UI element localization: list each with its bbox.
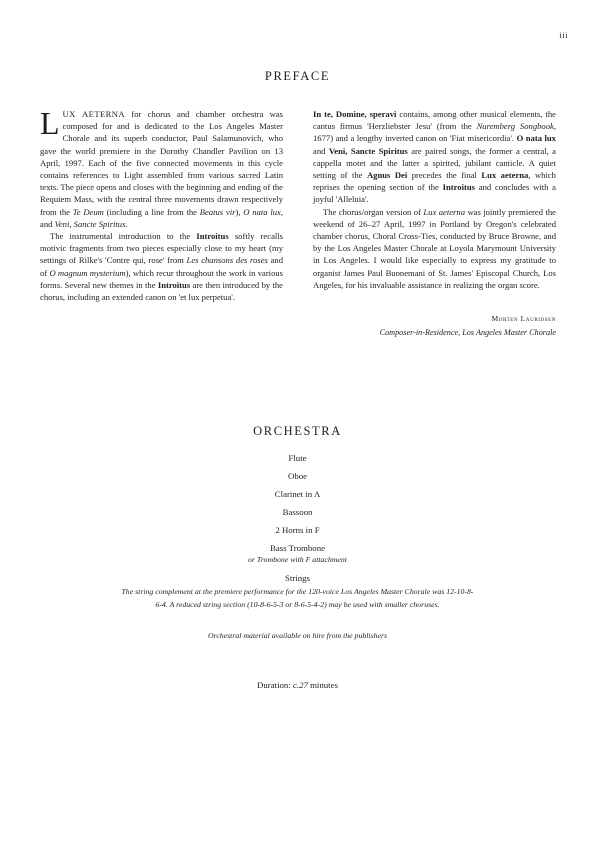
preface-paragraph-2 xyxy=(40,230,283,303)
italic-title: Nuremberg Songbook xyxy=(476,121,554,132)
preface-column-left xyxy=(40,105,284,303)
movement-title: O nata lux xyxy=(516,133,556,144)
page-number: iii xyxy=(559,30,568,40)
signature-name: Morten Lauridsen xyxy=(491,314,556,323)
preface-column-right xyxy=(313,108,556,291)
instrument-clarinet: Clarinet in A xyxy=(274,489,321,499)
text-run: (including a line from the xyxy=(103,206,200,217)
movement-title: Veni, Sancte Spiritus xyxy=(328,145,408,156)
signature-role: Composer-in-Residence, Los Angeles Master Chorale xyxy=(379,328,556,337)
italic-title: O nata lux xyxy=(243,206,281,217)
instrument-flute: Flute xyxy=(288,453,307,463)
text-run: The instrumental introduction to the xyxy=(50,231,197,242)
movement-title: Introitus xyxy=(157,279,191,290)
text-run: and of xyxy=(40,255,284,278)
text-run: are then introduced by the chorus, including an extended canon on 'et lux perpetua'. xyxy=(40,279,283,303)
italic-title: O magnum mysterium xyxy=(49,267,126,278)
text-run: was jointly premiered the weekend of 26–27 April, 1997 in Portland by Oregon's celebrated chamber chorus, Choral Cross-Ties, conducted by Bruce Browne, and by the Los Angeles Master Chorale at Loyola Marymount University in Los Angeles. I would like especially to express my gratitude to organist James Paul Buonemani of St. James' Episcopal Church, Los Angeles, for his invaluable assistance in realizing the organ score. xyxy=(313,206,556,290)
italic-title: Te Deum xyxy=(72,206,104,217)
text-run: softly recalls motivic fragments from two pieces especially close to my heart (my settings of Rilke's 'Contre qui, rose' from xyxy=(40,231,283,266)
italic-title: Beatus vir xyxy=(199,206,236,217)
instrument-strings: Strings xyxy=(285,573,310,583)
publisher-note: Orchestral material available on hire from the publishers xyxy=(207,631,388,640)
movement-title: Introitus xyxy=(196,231,229,242)
instrument-bass-trombone: Bass Trombone xyxy=(270,543,325,553)
text-run: , and xyxy=(40,206,283,229)
text-run: ), which recur throughout the work in various forms. Several new themes in the xyxy=(40,267,284,290)
strings-note: The string complement at the premiere performance for the 120-voice Los Angeles Master Chorale was 12-10-8-6-4. A reduced string section (10-8-6-5-3 or 8-6-5-4-2) may be used with smaller choruses. xyxy=(121,587,474,609)
duration xyxy=(0,680,595,690)
text-run: The chorus/organ version of xyxy=(323,206,424,217)
text-run: and concludes with a joyful 'Alleluia'. xyxy=(313,182,556,205)
drop-cap: L xyxy=(40,105,60,141)
text-run: and xyxy=(313,145,329,156)
trombone-note: or Trombone with F attachment xyxy=(248,555,347,564)
italic-title: Veni, Sancte Spiritus xyxy=(54,218,126,229)
preface-paragraph-1 xyxy=(40,105,284,230)
preface-heading: PREFACE xyxy=(264,69,331,83)
title-lead: UX AETERNA xyxy=(62,109,125,119)
movement-title: Lux aeterna xyxy=(481,170,529,181)
movement-title: In te, Domine, speravi xyxy=(313,109,397,119)
movement-title: Introitus xyxy=(442,182,475,193)
orchestra-heading: ORCHESTRA xyxy=(253,424,342,438)
text-run: , which reprises the opening section of the xyxy=(313,170,556,193)
duration-value: c.27 xyxy=(292,680,308,690)
duration-label: Duration: xyxy=(257,680,293,690)
text-run: . xyxy=(125,218,128,229)
instrument-bassoon: Bassoon xyxy=(282,507,313,517)
text-run: are paired songs, the former a central, a cappella motet and the latter a spirited, jubilant canticle. A quiet setting of the xyxy=(313,145,556,181)
instrument-oboe: Oboe xyxy=(287,471,308,481)
text-run: , 1677) and a lengthy inverted canon on 'Fiat misericordia'. xyxy=(313,121,556,144)
preface-paragraph-2-continued xyxy=(313,108,556,206)
preface-paragraph-3 xyxy=(313,206,556,291)
text-run: ), xyxy=(235,206,244,217)
italic-title: Les chansons des roses xyxy=(186,255,268,266)
text-run: for chorus and chamber orchestra was composed for and is dedicated to the Los Angeles Master Chorale and its superb conductor, Paul Salamunovich, who gave the world premiere in the Dorothy Chandler Pavilion on 13 April, 1997. Each of the five connected movements in this cycle contains references to Light assembled from various sacred Latin texts. The piece opens and closes with the beginning and ending of the Requiem Mass, with the central three movements drawn respectively from the xyxy=(40,109,284,217)
text-run: precedes the final xyxy=(407,170,482,181)
movement-title: Agnus Dei xyxy=(366,170,408,181)
instrument-horns: 2 Horns in F xyxy=(275,525,320,535)
text-run: contains, among other musical elements, the cantus firmus 'Herzliebster Jesu' (from the xyxy=(313,109,556,132)
italic-title: Lux aeterna xyxy=(423,206,465,217)
duration-unit: minutes xyxy=(307,680,338,690)
